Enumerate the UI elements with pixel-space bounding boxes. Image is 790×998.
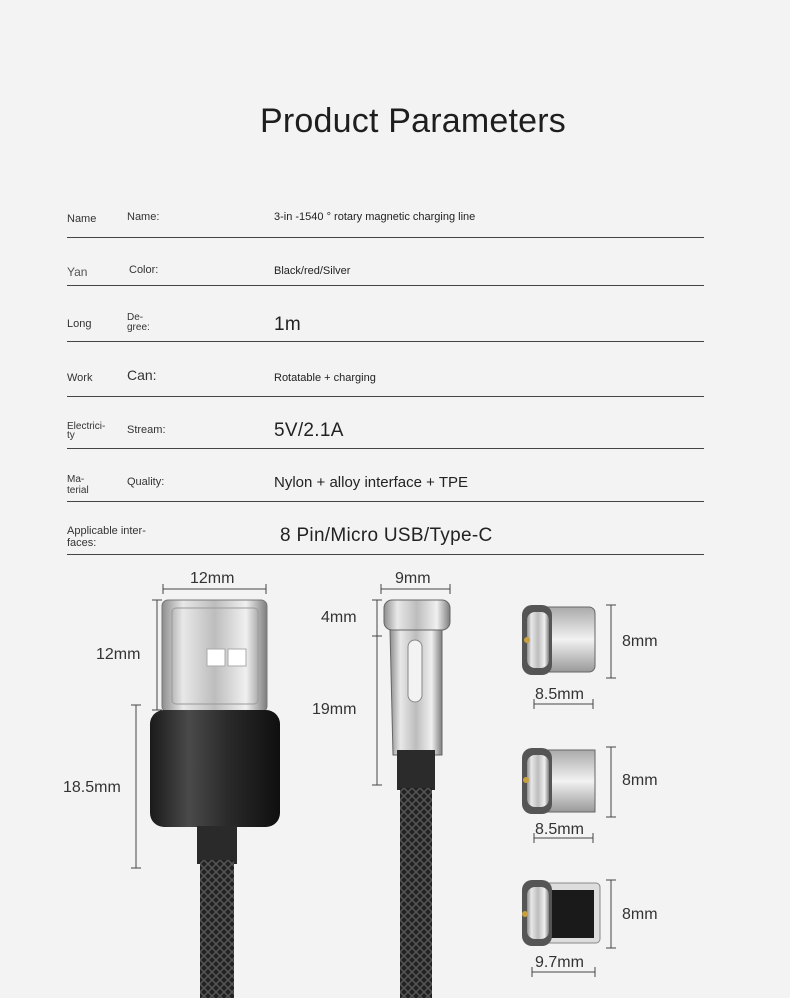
usb-width-label: 12mm [190, 570, 235, 587]
tip2-width-label: 8.5mm [535, 821, 584, 838]
tip1-width-label: 8.5mm [535, 686, 584, 703]
row-value: 5V/2.1A [274, 420, 344, 441]
usb-height-label: 12mm [96, 646, 141, 663]
row-label-primary-line1: Applicable inter- [67, 525, 146, 537]
row-label-secondary: Quality: [127, 476, 165, 488]
param-row-material [67, 462, 704, 502]
tip3-width-label: 9.7mm [535, 954, 584, 971]
head-body-label: 19mm [312, 701, 357, 718]
row-label-secondary: Stream: [127, 424, 166, 436]
row-label-primary-line1: Ma- [67, 474, 85, 485]
row-value: 3-in -1540 ° rotary magnetic charging line [274, 211, 476, 223]
row-divider [67, 341, 704, 342]
tip-type-c [522, 605, 595, 675]
row-divider [67, 501, 704, 502]
row-label-secondary-line1: De- [127, 312, 144, 323]
row-label-secondary-line2: gree: [127, 322, 150, 333]
page-title: Product Parameters [260, 102, 566, 140]
row-divider [67, 285, 704, 286]
row-value: 8 Pin/Micro USB/Type-C [280, 525, 493, 546]
row-value: Nylon + alloy interface + TPE [274, 474, 468, 491]
row-label-secondary: Name: [127, 211, 160, 223]
magnetic-head [384, 600, 450, 998]
row-label-primary-line1: Electrici- [67, 421, 106, 432]
param-row-function [67, 357, 704, 397]
row-label-primary-line2: terial [67, 485, 89, 496]
row-divider [67, 237, 704, 238]
row-label-primary: Name [67, 213, 97, 225]
row-label-primary: Long [67, 318, 92, 330]
row-label-primary-line2: ty [67, 430, 75, 441]
row-label-primary: Work [67, 372, 93, 384]
head-width-label: 9mm [395, 570, 431, 587]
head-top-label: 4mm [321, 609, 357, 626]
usb-a-connector [150, 600, 280, 998]
row-label-primary: Yan [67, 265, 88, 279]
usb-body-label: 18.5mm [63, 779, 121, 796]
param-row-color [67, 246, 704, 286]
tip1-height-label: 8mm [622, 633, 658, 650]
param-row-current [67, 409, 704, 449]
row-value: Rotatable + charging [274, 372, 376, 384]
tip-micro-usb [522, 748, 595, 814]
row-value: 1m [274, 314, 301, 335]
param-row-length [67, 302, 704, 342]
param-row-interfaces [67, 515, 704, 555]
row-divider [67, 554, 704, 555]
row-value: Black/red/Silver [274, 265, 351, 277]
row-label-secondary: Color: [129, 264, 159, 276]
tip3-height-label: 8mm [622, 906, 658, 923]
row-label-secondary: Can: [127, 367, 157, 383]
row-label-primary-line2: faces: [67, 537, 97, 549]
tip2-height-label: 8mm [622, 772, 658, 789]
param-row-name [67, 198, 704, 238]
row-divider [67, 396, 704, 397]
tip-8pin [522, 880, 600, 946]
row-divider [67, 448, 704, 449]
